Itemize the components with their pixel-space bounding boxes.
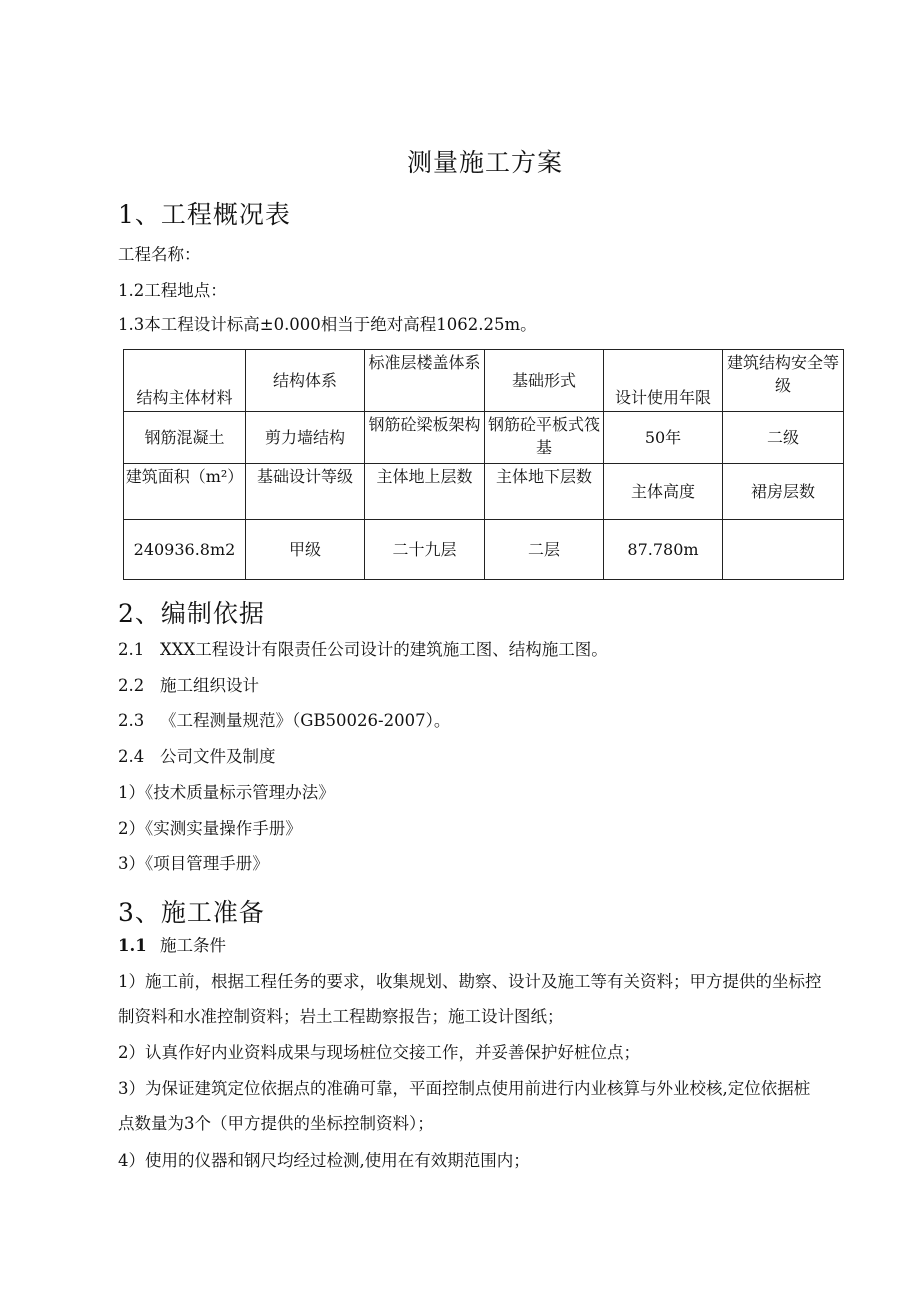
table-cell: 建筑结构安全等级 — [723, 350, 844, 412]
table-cell: 240936.8m2 — [124, 520, 246, 580]
condition-line: 3）为保证建筑定位依据点的准确可靠，平面控制点使用前进行内业核算与外业校核,定位依据桩 — [118, 1079, 811, 1098]
condition-line: 4）使用的仪器和钢尺均经过检测,使用在有效期范围内； — [118, 1151, 530, 1170]
table-cell: 钢筋砼梁板架构 — [365, 412, 485, 464]
table-cell: 主体高度 — [604, 464, 723, 520]
basis-item-text: XXX工程设计有限责任公司设计的建筑施工图、结构施工图。 — [160, 640, 608, 659]
table-cell: 钢筋混凝土 — [124, 412, 246, 464]
elevation-line: 1.3本工程设计标高±0.000相当于绝对高程1062.25m。 — [118, 315, 537, 334]
basis-item-text: 《工程测量规范》（GB50026-2007）。 — [160, 711, 451, 730]
project-name-line: 工程名称： — [118, 245, 201, 264]
section-1-heading: 1、工程概况表 — [118, 200, 291, 229]
basis-item — [118, 746, 276, 768]
condition-line: 1）施工前，根据工程任务的要求，收集规划、勘察、设计及施工等有关资料；甲方提供的坐标控 — [118, 972, 822, 991]
condition-line: 2）认真作好内业资料成果与现场桩位交接工作，并妥善保护好桩位点； — [118, 1043, 640, 1062]
subsection-heading — [118, 935, 226, 957]
basis-item-number: 2.3 — [118, 711, 145, 730]
table-cell: 钢筋砼平板式筏基 — [485, 412, 604, 464]
table-cell: 二层 — [485, 520, 604, 580]
basis-item-number: 2.4 — [118, 747, 145, 766]
table-cell: 甲级 — [246, 520, 365, 580]
table-cell: 87.780m — [604, 520, 723, 580]
section-3-heading: 3、施工准备 — [118, 898, 265, 927]
basis-item — [118, 639, 608, 661]
table-cell: 主体地下层数 — [485, 464, 604, 520]
table-cell: 主体地上层数 — [365, 464, 485, 520]
page-title: 测量施工方案 — [406, 148, 563, 177]
table-cell: 设计使用年限 — [604, 350, 723, 412]
table-row — [124, 412, 844, 464]
project-overview-table — [123, 349, 844, 580]
condition-line: 点数量为3个（甲方提供的坐标控制资料）； — [118, 1114, 434, 1133]
table-row — [124, 350, 844, 412]
doc-list-item: 1）《技术质量标示管理办法》 — [118, 783, 335, 802]
doc-list-item: 3）《项目管理手册》 — [118, 854, 269, 873]
table-cell: 二十九层 — [365, 520, 485, 580]
table-row — [124, 464, 844, 520]
basis-item-number: 2.2 — [118, 676, 145, 695]
table-cell: 标准层楼盖体系 — [365, 350, 485, 412]
basis-item — [118, 710, 450, 732]
table-cell: 结构主体材料 — [124, 350, 246, 412]
table-cell: 建筑面积（m²） — [124, 464, 246, 520]
basis-item — [118, 675, 259, 697]
section-2-heading: 2、编制依据 — [118, 599, 265, 628]
table-row — [124, 520, 844, 580]
table-cell: 二级 — [723, 412, 844, 464]
doc-list-item: 2）《实测实量操作手册》 — [118, 819, 302, 838]
table-cell: 结构体系 — [246, 350, 365, 412]
basis-item-number: 2.1 — [118, 640, 145, 659]
table-cell: 50年 — [604, 412, 723, 464]
condition-line: 制资料和水准控制资料；岩土工程勘察报告；施工设计图纸； — [118, 1007, 564, 1026]
subsection-title: 施工条件 — [160, 936, 226, 955]
table-cell: 裙房层数 — [723, 464, 844, 520]
table-cell: 基础设计等级 — [246, 464, 365, 520]
table-cell: 基础形式 — [485, 350, 604, 412]
table-cell: 剪力墙结构 — [246, 412, 365, 464]
basis-item-text: 公司文件及制度 — [160, 747, 276, 766]
project-location-line: 1.2工程地点： — [118, 281, 227, 300]
subsection-number: 1.1 — [118, 936, 147, 955]
table-cell — [723, 520, 844, 580]
basis-item-text: 施工组织设计 — [160, 676, 259, 695]
